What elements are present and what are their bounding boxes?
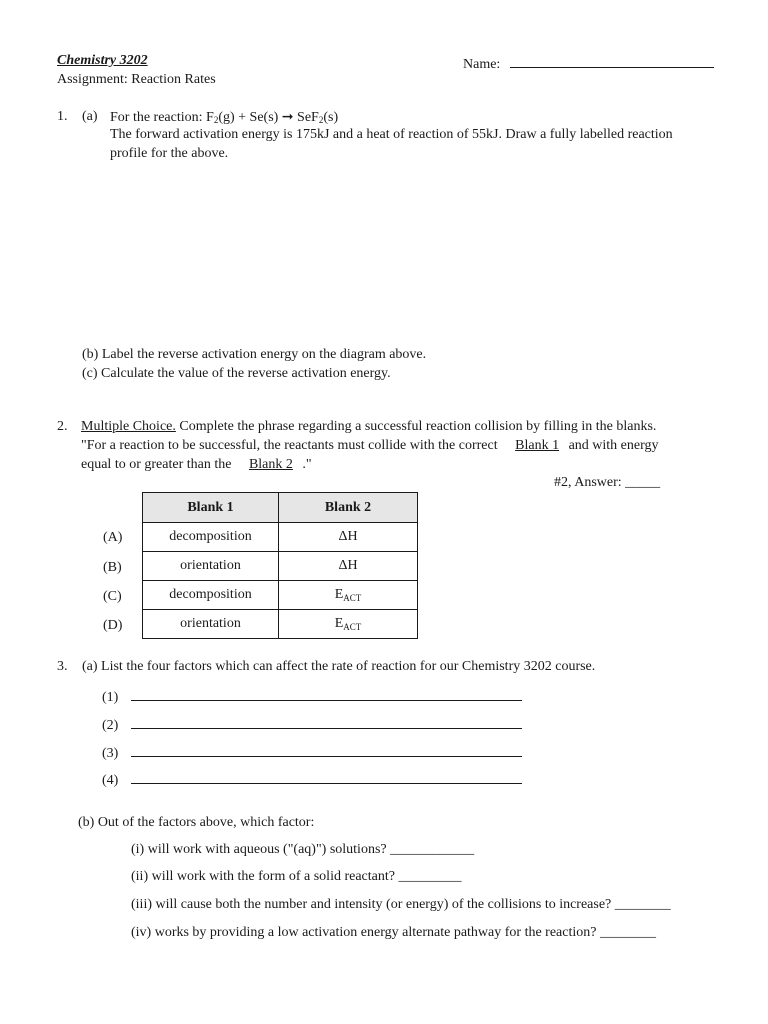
table-row bbox=[143, 552, 418, 581]
row-c-blank2: $E_{ACT}$ bbox=[279, 581, 418, 610]
name-label: Name: bbox=[463, 57, 501, 72]
reaction-sub-2: 2 bbox=[318, 115, 324, 125]
row-d-label: (D) bbox=[103, 618, 123, 633]
q3b-iii: (iii) will cause both the number and intensity (or energy) of the collisions to increase? ________ bbox=[131, 897, 671, 912]
factor-2-blank[interactable] bbox=[131, 714, 522, 729]
row-a-blank1: decomposition bbox=[143, 523, 279, 552]
q2-line3 bbox=[81, 457, 312, 473]
name-field-row bbox=[463, 53, 714, 73]
blank2-text: Blank 2 bbox=[248, 457, 293, 472]
q3-number: 3. bbox=[57, 659, 68, 674]
reaction-middle: (g) + Se(s) ➞ SeF bbox=[218, 110, 319, 125]
q1a-line2: The forward activation energy is 175kJ and a heat of reaction of 55kJ. Draw a fully labelled reaction bbox=[110, 127, 673, 142]
factor-3-label: (3) bbox=[102, 746, 119, 761]
blank1-text: Blank 1 bbox=[515, 438, 560, 453]
q3b-iv: (iv) works by providing a low activation energy alternate pathway for the reaction? ________ bbox=[131, 925, 656, 940]
row-b-label: (B) bbox=[103, 560, 122, 575]
q1-number: 1. bbox=[57, 109, 68, 124]
factor-1-label: (1) bbox=[102, 690, 119, 705]
name-blank[interactable] bbox=[510, 53, 714, 68]
q3b-i: (i) will work with aqueous ("(aq)") solutions? ____________ bbox=[131, 842, 475, 857]
factor-3-row bbox=[102, 742, 522, 762]
reaction-sub-1: 2 bbox=[213, 115, 219, 125]
row-d-blank2: $E_{ACT}$ bbox=[279, 610, 418, 639]
factor-1-row bbox=[102, 686, 522, 706]
header-blank1: Blank 1 bbox=[143, 493, 279, 523]
table-header-row bbox=[143, 493, 418, 523]
row-d-blank1: orientation bbox=[143, 610, 279, 639]
row-a-blank2: ΔH bbox=[279, 523, 418, 552]
factor-1-blank[interactable] bbox=[131, 686, 522, 701]
factor-4-blank[interactable] bbox=[131, 769, 522, 784]
row-c-label: (C) bbox=[103, 589, 122, 604]
q2-line2 bbox=[81, 438, 659, 454]
row-a-label: (A) bbox=[103, 530, 123, 545]
q2-line3-start: equal to or greater than the bbox=[81, 457, 235, 472]
reaction-end: (s) bbox=[323, 110, 339, 125]
assignment-title: Assignment: Reaction Rates bbox=[57, 72, 216, 87]
q2-heading: Multiple Choice. bbox=[81, 419, 176, 434]
table-row bbox=[143, 610, 418, 639]
q3a-text: (a) List the four factors which can affect the rate of reaction for our Chemistry 3202 course. bbox=[82, 659, 596, 674]
row-b-blank1: orientation bbox=[143, 552, 279, 581]
q3b-text: (b) Out of the factors above, which factor: bbox=[78, 815, 315, 830]
q2-prompt: Complete the phrase regarding a successful reaction collision by filling in the blanks. bbox=[175, 419, 657, 434]
factor-4-row bbox=[102, 769, 522, 789]
q1a-label: (a) bbox=[82, 109, 98, 124]
q2-line3-end: ." bbox=[298, 457, 312, 472]
q1a-line3: profile for the above. bbox=[110, 146, 229, 161]
q3b-ii: (ii) will work with the form of a solid reactant? _________ bbox=[131, 869, 462, 884]
factor-3-blank[interactable] bbox=[131, 742, 522, 757]
row-c-blank1: decomposition bbox=[143, 581, 279, 610]
q2-number: 2. bbox=[57, 419, 68, 434]
reaction-prefix: For the reaction: F bbox=[110, 110, 214, 125]
q1a-reaction bbox=[110, 109, 338, 126]
factor-2-row bbox=[102, 714, 522, 734]
q2-answer: #2, Answer: _____ bbox=[554, 475, 661, 490]
q2-line2-end: and with energy bbox=[565, 438, 659, 453]
header-blank2: Blank 2 bbox=[279, 493, 418, 523]
choice-table bbox=[142, 492, 418, 639]
course-title: Chemistry 3202 bbox=[57, 53, 148, 68]
q1b-text: (b) Label the reverse activation energy on the diagram above. bbox=[82, 347, 427, 362]
q2-line2-start: "For a reaction to be successful, the reactants must collide with the correct bbox=[81, 438, 502, 453]
factor-4-label: (4) bbox=[102, 773, 119, 788]
table-row bbox=[143, 581, 418, 610]
q1c-text: (c) Calculate the value of the reverse activation energy. bbox=[82, 366, 391, 381]
q2-line1 bbox=[81, 419, 656, 435]
row-b-blank2: ΔH bbox=[279, 552, 418, 581]
factor-2-label: (2) bbox=[102, 718, 119, 733]
table-row bbox=[143, 523, 418, 552]
